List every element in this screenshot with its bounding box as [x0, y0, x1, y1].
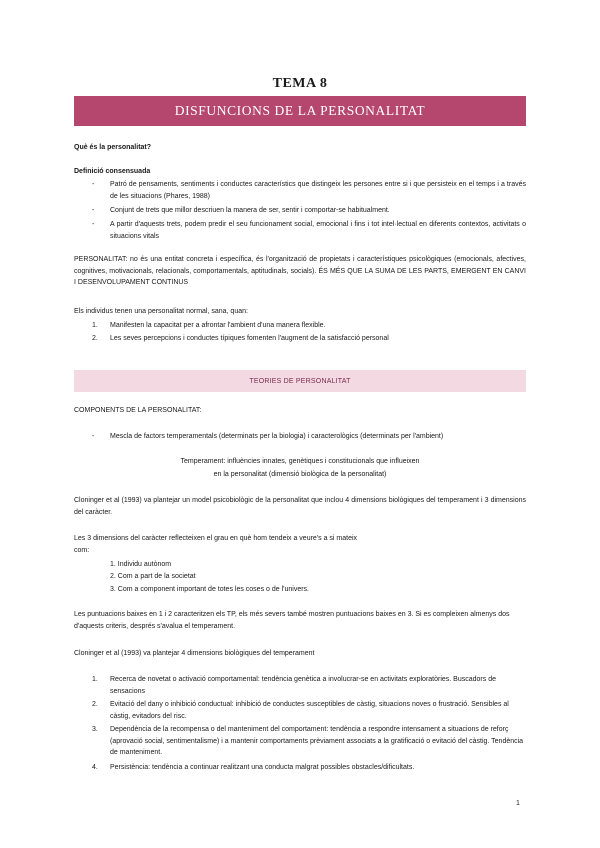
temperament-line-2: en la personalitat (dimensió biològica de la personalitat) — [213, 471, 387, 478]
caracter-item: 1. Individu autònom — [110, 561, 172, 568]
personalitat-label: PERSONALITAT: — [74, 256, 128, 263]
personalitat-text: no és una entitat concreta i específica, és l'organització de propietats i característiques psicològiques (emocionals, afectives, cognitives, motivacionals, relacionals, comportamentals, aptitudinals, socials). — [74, 256, 526, 275]
list-number: 2. — [92, 701, 98, 708]
temperament-item: Persistència: tendència a continuar realitzant una conducta malgrat possibles obstacles/dificultats. — [110, 764, 415, 771]
bullet-dash: - — [92, 181, 95, 188]
caracter-intro-line-1: Les 3 dimensions del caràcter reflecteixen el grau en què hom tendeix a veure's a si mateix — [74, 535, 358, 542]
page-number: 1 — [516, 800, 520, 807]
definition-item: Conjunt de trets que millor descriuen la manera de ser, sentir i comportar-se habitualment. — [110, 207, 390, 214]
temperament-heading: Cloninger et al (1993) va plantejar 4 dimensions biològiques del temperament — [74, 650, 315, 657]
temperament-line-1: Temperament: influències innates, genètiques i constitucionals que influeixen — [180, 458, 420, 465]
section-band: TEORIES DE PERSONALITAT — [74, 370, 526, 392]
temperament-item: Dependència de la recompensa o del manteniment del comportament: tendència a respondre intensament a situacions de reforç (aprovació social, sentimentalisme) i a mantenir comportaments prèviament associats a la gratificació o evitació del càstig. Tendència de manteniment. — [110, 726, 524, 756]
list-number: 2. — [92, 335, 98, 342]
question-heading: Què és la personalitat? — [74, 144, 152, 151]
caracter-item: 3. Com a component important de totes les coses o de l'univers. — [110, 586, 309, 593]
page-title: TEMA 8 — [272, 76, 328, 91]
temperament-item: Evitació del dany o inhibició conductual: inhibició de conductes susceptibles de càstig, situacions noves o frustració. Sensibles al càstig, evitadors del risc. — [110, 701, 509, 720]
bullet-dash: - — [92, 433, 95, 440]
components-item: Mescla de factors temperamentals (determinats per la biologia) i caracterològics (determinats per l'ambient) — [110, 433, 444, 440]
normal-intro: Els individus tenen una personalitat normal, sana, quan: — [74, 308, 248, 315]
temperament-item: Recerca de novetat o activació comportamental: tendència genètica a involucrar-se en activitats exploratòries. Buscadors de sensacions — [110, 676, 496, 695]
personalitat-caps: ÉS MÉS QUE LA SUMA DE LES PARTS, EMERGENT EN CANVI I DESENVOLUPAMENT CONTINUS — [74, 267, 527, 286]
normal-item: Manifesten la capacitat per a afrontar l'ambient d'una manera flexible. — [110, 322, 326, 329]
cloninger-paragraph: Cloninger et al (1993) va plantejar un model psicobiològic de la personalitat que inclou 4 dimensions biològiques del temperament i 3 dimensions del caràcter. — [74, 497, 526, 516]
definition-heading: Definició consensuada — [74, 168, 151, 175]
caracter-item: 2. Com a part de la societat — [110, 573, 196, 580]
list-number: 1. — [92, 676, 98, 683]
bullet-dash: - — [92, 207, 95, 214]
caracter-intro-line-2: com: — [74, 547, 90, 554]
list-number: 4. — [92, 764, 98, 771]
definition-item: A partir d'aquests trets, podem predir el seu funcionament social, emocional i fins i tot intel·lectual en diferents contextos, activitats o situacions vitals — [110, 221, 526, 240]
personalitat-paragraph — [74, 254, 526, 289]
bullet-dash: - — [92, 221, 95, 228]
list-number: 1. — [92, 322, 98, 329]
chapter-banner: DISFUNCIONS DE LA PERSONALITAT — [74, 96, 526, 126]
definition-item: Patró de pensaments, sentiments i conductes característics que distingeix les persones entre si i que persisteix en el temps i a través de les situacions (Phares, 1988) — [110, 181, 526, 200]
normal-item: Les seves percepcions i conductes típiques fomenten l'augment de la satisfacció personal — [110, 335, 389, 342]
puntuacions-paragraph: Les puntuacions baixes en 1 i 2 caracteritzen els TP, els més severs també mostren puntuacions baixes en 3. Si es compleixen almenys dos d'aquests criteris, després s'avalua el temperament. — [74, 611, 510, 630]
components-heading: COMPONENTS DE LA PERSONALITAT: — [74, 407, 202, 414]
list-number: 3. — [92, 726, 98, 733]
